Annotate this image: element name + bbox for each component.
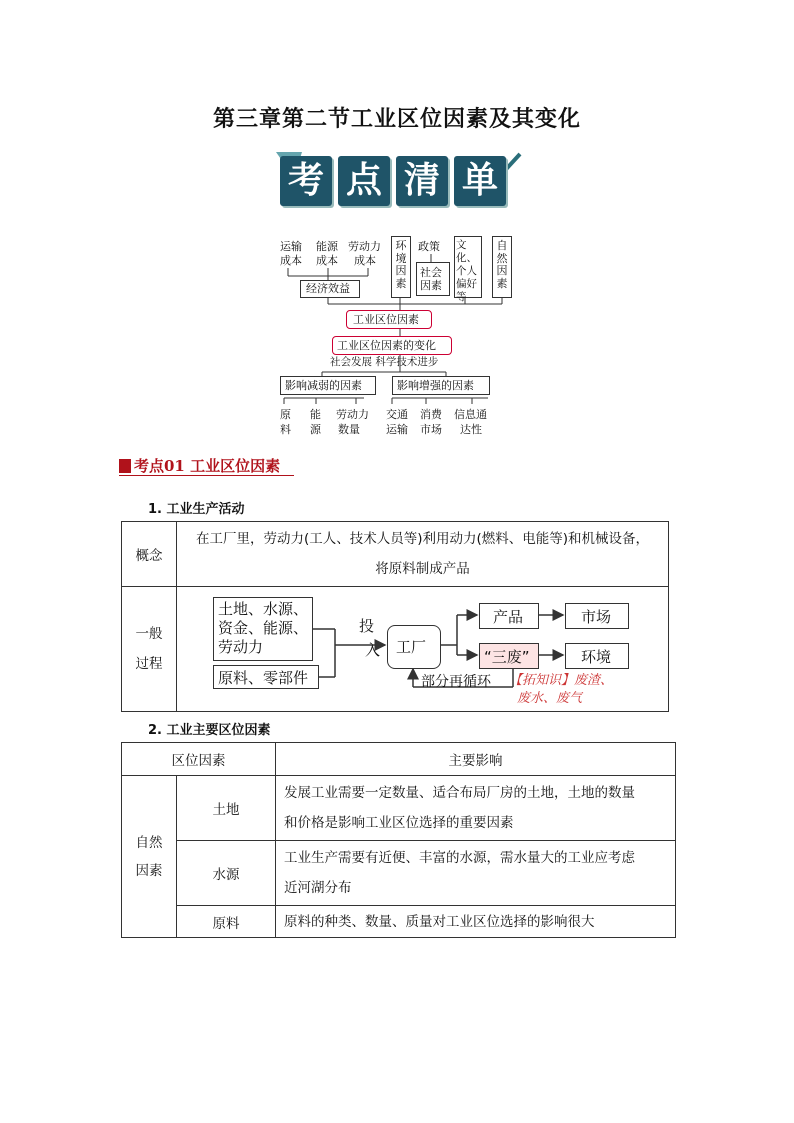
concept-text-cell — [177, 522, 669, 587]
env-factor-label: 环境因素 — [395, 239, 407, 290]
strong-item-transport-2: 运输 — [386, 423, 408, 436]
weaken-factors-box — [280, 376, 376, 395]
factor-transport-cost-1: 运输 — [280, 240, 302, 253]
weaken-factors-label: 影响减弱的因素 — [285, 379, 362, 392]
process-label-line: 过程 — [135, 656, 163, 672]
environment-label: 环境 — [581, 648, 612, 666]
exam-points-banner — [272, 148, 524, 212]
strengthen-factors-box — [392, 376, 490, 395]
invest-label: 投 — [359, 617, 375, 635]
impact-line: 工业生产需要有近便、丰富的水源，需水量大的工业应考虑 — [284, 850, 635, 866]
weak-item-energy-1: 能 — [310, 408, 321, 421]
econ-benefit-box — [300, 280, 360, 298]
section-marker — [119, 459, 131, 473]
table-row — [122, 522, 669, 587]
process-diagram-cell — [177, 587, 669, 712]
table-row — [122, 841, 676, 906]
weak-item-labor-2: 数量 — [338, 423, 360, 436]
banner-char: 点 — [338, 156, 390, 206]
concept-label: 概念 — [135, 548, 163, 564]
location-factors-box — [346, 310, 432, 329]
section-heading — [119, 455, 280, 476]
econ-benefit-label: 经济效益 — [306, 282, 350, 295]
factor-energy-cost-1: 能源 — [316, 240, 338, 253]
change-drivers-label: 社会发展 科学技术进步 — [330, 356, 439, 368]
recycle-label: 部分再循环 — [421, 674, 491, 690]
invest-label: 入 — [365, 641, 381, 659]
factor-energy-cost-2: 成本 — [316, 254, 338, 267]
inputs-line: 土地、水源、 — [218, 600, 309, 618]
waste-box — [479, 643, 539, 669]
header-factor: 区位因素 — [122, 743, 276, 776]
factor-change-label: 工业区位因素的变化 — [337, 339, 436, 352]
weak-item-material-1: 原 — [280, 408, 291, 421]
weak-item-material-2: 料 — [280, 423, 291, 436]
environment-box — [565, 643, 629, 669]
concept-text-line: 将原料制成产品 — [375, 561, 470, 577]
factor-change-box — [332, 336, 452, 355]
strong-item-info-2: 达性 — [460, 423, 482, 436]
impact-line: 近河湖分布 — [284, 880, 352, 896]
product-box — [479, 603, 539, 629]
group-label-line: 自然 — [135, 834, 163, 851]
process-label-cell — [122, 587, 177, 712]
factor-cell: 土地 — [177, 776, 276, 841]
factor-cell: 水源 — [177, 841, 276, 906]
materials-label: 原料、零部件 — [218, 669, 309, 687]
location-factors-label: 工业区位因素 — [353, 313, 419, 326]
nature-factor-label: 自然因素 — [496, 239, 508, 290]
inputs-line: 资金、能源、 — [218, 619, 309, 637]
weak-item-energy-2: 源 — [310, 423, 321, 436]
banner-char: 考 — [280, 156, 332, 206]
natural-factors-group — [122, 776, 177, 938]
waste-label: “三废” — [484, 648, 530, 666]
concept-text-line: 在工厂里，劳动力(工人、技术人员等)利用动力(燃料、电能等)和机械设备， — [195, 531, 650, 547]
impact-line: 和价格是影响工业区位选择的重要因素 — [284, 815, 514, 831]
subheading-production: 1. 工业生产活动 — [148, 502, 245, 517]
location-factor-diagram — [276, 232, 526, 442]
factor-labor-cost-1: 劳动力 — [348, 240, 381, 253]
concept-label-cell — [122, 522, 177, 587]
inputs-box — [213, 597, 313, 661]
strong-item-market-2: 市场 — [420, 423, 442, 436]
factor-labor-cost-2: 成本 — [354, 254, 376, 267]
strong-item-transport-1: 交通 — [386, 408, 408, 421]
table-row — [122, 776, 676, 841]
policy-label: 政策 — [418, 240, 440, 253]
factor-cell: 原料 — [177, 906, 276, 938]
social-factor-box — [416, 262, 450, 296]
culture-factor-label: 文化、个人偏好等 — [456, 239, 477, 303]
process-diagram — [177, 589, 645, 709]
factory-box — [387, 625, 441, 669]
impact-cell — [276, 906, 676, 938]
expand-knowledge-note: 废水、废气 — [517, 691, 583, 706]
nature-factor-box — [492, 236, 512, 298]
table-row — [122, 906, 676, 938]
section-underline — [119, 475, 294, 476]
expand-knowledge-note: 【拓知识】废渣、 — [509, 673, 614, 688]
weak-item-labor-1: 劳动力 — [336, 408, 369, 421]
env-factor-box — [391, 236, 411, 298]
social-factor-label: 社会因素 — [420, 266, 442, 292]
group-label-line: 因素 — [135, 862, 163, 879]
materials-box — [213, 665, 319, 689]
factor-transport-cost-2: 成本 — [280, 254, 302, 267]
production-activity-table — [121, 521, 669, 712]
inputs-line: 劳动力 — [218, 638, 264, 656]
impact-cell — [276, 841, 676, 906]
subheading-main-factors: 2. 工业主要区位因素 — [148, 723, 271, 738]
product-label: 产品 — [493, 608, 524, 626]
impact-line: 原料的种类、数量、质量对工业区位选择的影响很大 — [284, 913, 595, 930]
factory-label: 工厂 — [396, 638, 427, 656]
main-location-factors-table — [121, 742, 676, 938]
impact-cell — [276, 776, 676, 841]
market-box — [565, 603, 629, 629]
table-row — [122, 587, 669, 712]
strong-item-info-1: 信息通 — [454, 408, 487, 421]
banner-char: 清 — [396, 156, 448, 206]
culture-factor-box — [454, 236, 482, 303]
market-label: 市场 — [581, 608, 612, 626]
table-header-row — [122, 743, 676, 776]
impact-line: 发展工业需要一定数量、适合布局厂房的土地，土地的数量 — [284, 785, 635, 801]
banner-char: 单 — [454, 156, 506, 206]
document-title: 第三章第二节工业区位因素及其变化 — [212, 106, 581, 132]
section-title: 考点01 工业区位因素 — [134, 457, 281, 475]
strong-item-market-1: 消费 — [420, 408, 442, 421]
strengthen-factors-label: 影响增强的因素 — [397, 379, 474, 392]
header-impact: 主要影响 — [276, 743, 676, 776]
process-label-line: 一般 — [135, 626, 163, 642]
